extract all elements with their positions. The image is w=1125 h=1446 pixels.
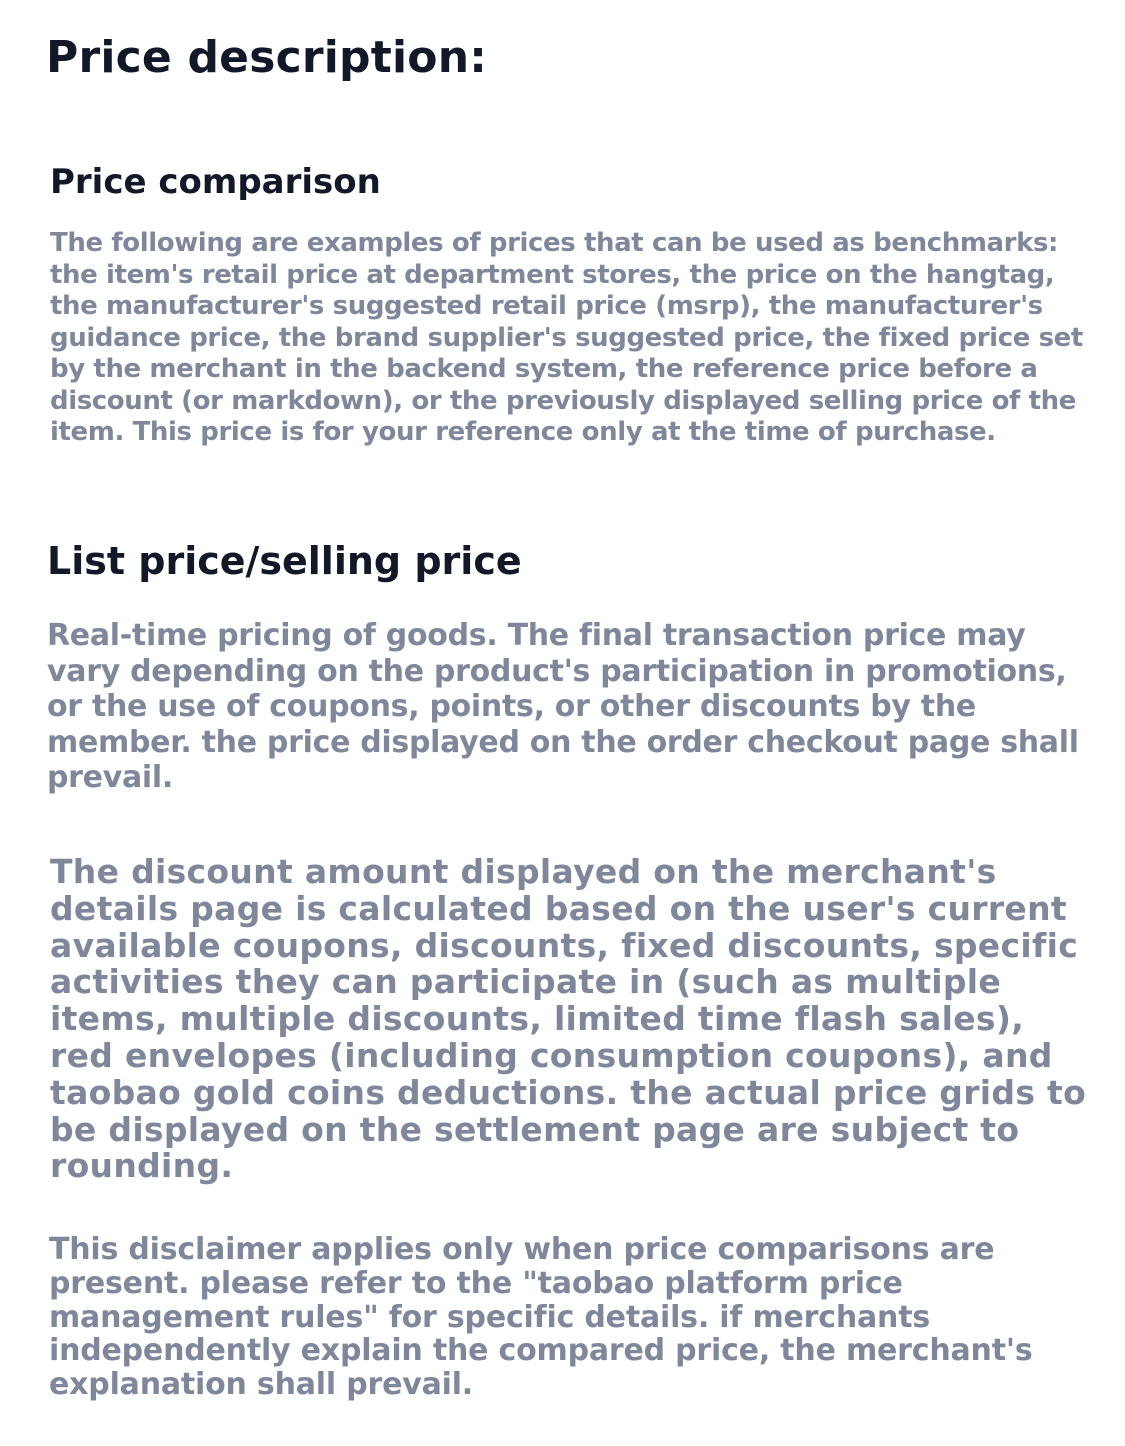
section-body-list-price: Real-time pricing of goods. The final transaction price may vary depending on the product's participation in promotions, or the use of coupons, points, or other discounts by the member. the price displayed on the order checkout page shall prevail. — [47, 618, 1079, 795]
page-title: Price description: — [46, 32, 488, 83]
discount-note-paragraph: The discount amount displayed on the merchant's details page is calculated based on the user's current available coupons, discounts, fixed discounts, specific activities they can participate in (such as multiple items, multiple discounts, limited time flash sales), red envelopes (including consumption coupons), and taobao gold coins deductions. the actual price grids to be displayed on the settlement page are subject to rounding. — [50, 852, 1087, 1186]
disclaimer-paragraph: This disclaimer applies only when price comparisons are present. please refer to the "taobao platform price management rules" for specific details. if merchants independently explain the compared price, the merchant's explanation shall prevail. — [49, 1232, 1033, 1403]
section-heading-list-price: List price/selling price — [47, 539, 522, 583]
section-body-price-comparison: The following are examples of prices that can be used as benchmarks: the item's retail price at department stores, the price on the hangtag, the manufacturer's suggested retail price (msrp), the manufacturer's guidance price, the brand supplier's suggested price, the fixed price set by the merchant in the backend system, the reference price before a discount (or markdown), or the previously displayed selling price of the item. This price is for your reference only at the time of purchase. — [50, 228, 1083, 447]
section-heading-price-comparison: Price comparison — [50, 162, 381, 202]
